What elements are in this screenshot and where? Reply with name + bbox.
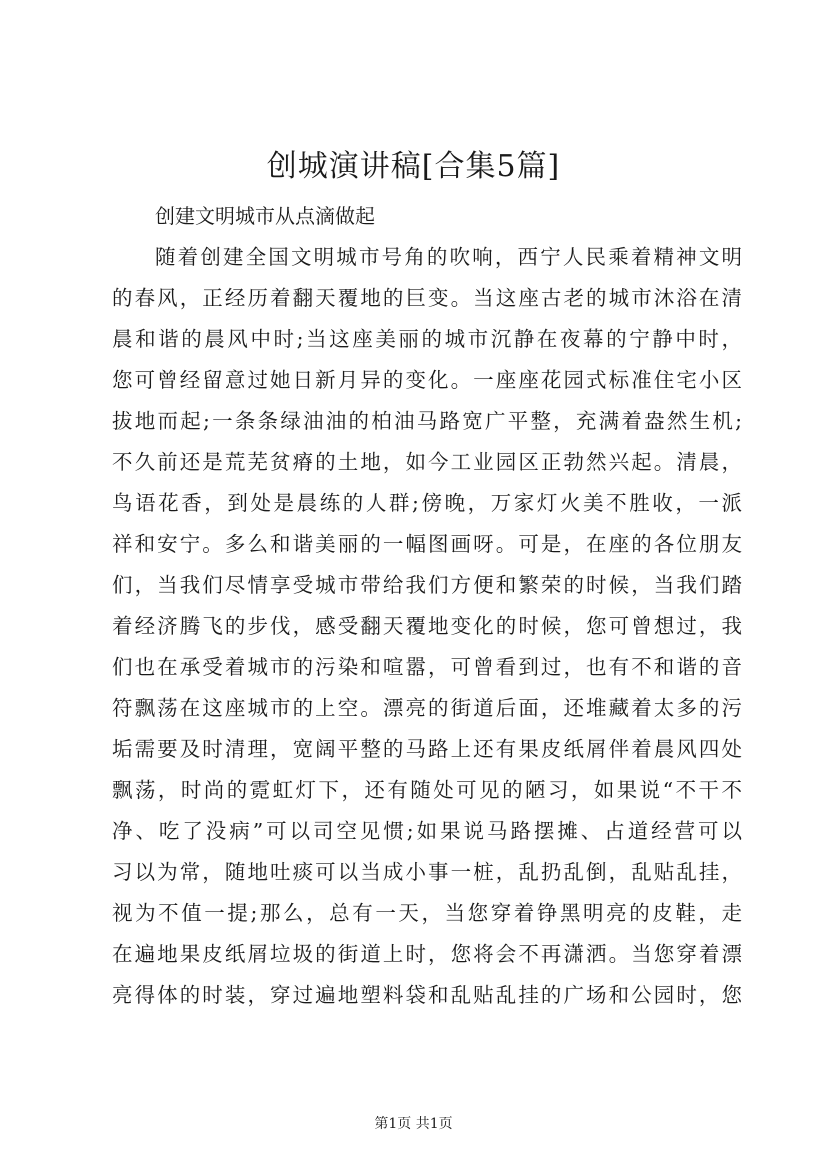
paragraph-line: 在遍地果皮纸屑垃圾的街道上时，您将会不再潇洒。当您穿着漂 [112,942,742,966]
paragraph-line: 您可曾经留意过她日新月异的变化。一座座花园式标准住宅小区 [112,368,742,392]
paragraph-line: 着经济腾飞的步伐，感受翻天覆地变化的时候，您可曾想过，我 [112,614,742,638]
paragraph-line: 拔地而起;一条条绿油油的柏油马路宽广平整，充满着盎然生机; [112,409,742,433]
paragraph-line: 们也在承受着城市的污染和喧嚣，可曾看到过，也有不和谐的音 [112,655,742,679]
paragraph-line: 飘荡，时尚的霓虹灯下，还有随处可见的陋习，如果说“不干不 [112,778,742,802]
paragraph-line: 不久前还是荒芜贫瘠的土地，如今工业园区正勃然兴起。清晨， [112,450,742,474]
paragraph-line: 们，当我们尽情享受城市带给我们方便和繁荣的时候，当我们踏 [112,573,742,597]
paragraph-line: 晨和谐的晨风中时;当这座美丽的城市沉静在夜幕的宁静中时， [112,327,742,351]
document-title: 创城演讲稿[合集5篇] [266,149,561,184]
paragraph-line: 符飘荡在这座城市的上空。漂亮的街道后面，还堆藏着太多的污 [112,696,742,720]
paragraph-line: 亮得体的时装，穿过遍地塑料袋和乱贴乱挂的广场和公园时，您 [112,983,742,1007]
paragraph-line: 垢需要及时清理，宽阔平整的马路上还有果皮纸屑伴着晨风四处 [112,737,742,761]
page-footer: 第1页 共1页 [374,1116,453,1132]
paragraph-line: 鸟语花香，到处是晨练的人群;傍晚，万家灯火美不胜收，一派 [112,491,742,515]
paragraph-line: 祥和安宁。多么和谐美丽的一幅图画呀。可是，在座的各位朋友 [112,532,742,556]
paragraph-line: 习以为常，随地吐痰可以当成小事一桩，乱扔乱倒，乱贴乱挂， [112,860,742,884]
paragraph-line: 随着创建全国文明城市号角的吹响，西宁人民乘着精神文明 [155,245,742,269]
paragraph-line: 净、吃了没病”可以司空见惯;如果说马路摆摊、占道经营可以 [112,819,742,843]
paragraph-line: 的春风，正经历着翻天覆地的巨变。当这座古老的城市沐浴在清 [112,286,742,310]
paragraph-line: 视为不值一提;那么，总有一天，当您穿着铮黑明亮的皮鞋，走 [112,901,742,925]
document-subtitle: 创建文明城市从点滴做起 [155,204,375,228]
